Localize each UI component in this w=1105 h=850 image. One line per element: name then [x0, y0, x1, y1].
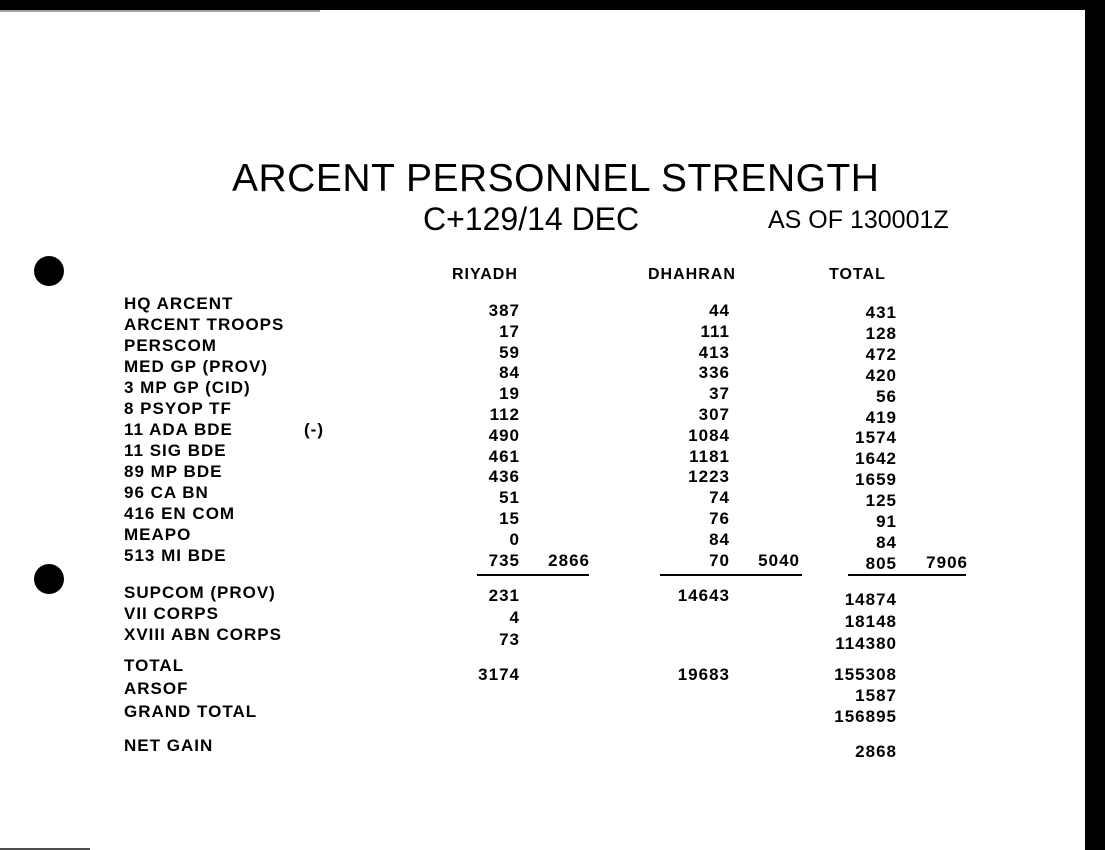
total-value: 14874	[844, 590, 897, 609]
unit-label: 513 MI BDE	[124, 546, 227, 565]
grand-total-label: GRAND TOTAL	[124, 702, 258, 721]
unit-label: MEAPO	[124, 525, 192, 544]
dhahran-value: 1223	[688, 467, 730, 487]
subtotal-rule-riyadh	[477, 574, 589, 576]
scan-top-shadow	[0, 10, 320, 12]
total-value: 1574	[855, 428, 897, 448]
dhahran-value: 336	[698, 363, 730, 383]
dhahran-value: 70	[709, 550, 730, 570]
unit-label: ARCENT TROOPS	[124, 315, 285, 334]
unit-label: HQ ARCENT	[124, 294, 234, 313]
unit-label: VII CORPS	[124, 604, 219, 623]
dhahran-value: 14643	[677, 586, 730, 605]
riyadh-value: 15	[499, 509, 520, 528]
dhahran-value: 84	[709, 529, 730, 549]
riyadh-value: 387	[488, 301, 520, 320]
total-value: 1642	[855, 449, 897, 469]
subtotal-dhahran: 5040	[758, 551, 800, 570]
page-title: ARCENT PERSONNEL STRENGTH	[232, 157, 880, 200]
unit-label: MED GP (PROV)	[124, 357, 268, 376]
dhahran-value: 307	[698, 405, 730, 424]
total-value: 420	[865, 365, 897, 385]
riyadh-value: 490	[488, 425, 520, 445]
total-value: 56	[876, 386, 897, 406]
total-riyadh: 3174	[478, 665, 520, 684]
total-value: 419	[865, 407, 897, 427]
riyadh-value: 231	[488, 586, 520, 605]
subtotal-rule-total	[848, 574, 966, 576]
riyadh-value: 112	[489, 405, 520, 424]
unit-label: 11 ADA BDE	[124, 420, 233, 439]
net-gain-label: NET GAIN	[124, 736, 214, 755]
punch-hole-top	[34, 256, 64, 286]
riyadh-value: 17	[499, 321, 520, 341]
scan-right-border	[1085, 0, 1105, 850]
unit-label: 416 EN COM	[124, 504, 236, 523]
total-dhahran: 19683	[677, 665, 730, 684]
unit-note: (-)	[304, 420, 324, 439]
dhahran-value: 44	[709, 301, 730, 320]
arsof-total: 1587	[855, 686, 897, 705]
unit-label: 11 SIG BDE	[124, 441, 227, 460]
unit-label: PERSCOM	[124, 336, 217, 355]
total-value: 805	[865, 553, 897, 573]
riyadh-value: 59	[499, 342, 520, 362]
dhahran-value: 111	[700, 321, 730, 341]
subtotal-rule-dhahran	[660, 574, 802, 576]
dhahran-value: 74	[709, 488, 730, 508]
unit-label: XVIII ABN CORPS	[124, 625, 282, 644]
dhahran-value: 1084	[688, 425, 730, 445]
unit-label: SUPCOM (PROV)	[124, 583, 276, 602]
riyadh-value: 19	[499, 384, 520, 404]
subtotal-total: 7906	[926, 553, 968, 572]
dhahran-value: 413	[698, 342, 730, 362]
punch-hole-bottom	[34, 564, 64, 594]
scan-top-border	[0, 0, 1105, 10]
column-header-total: TOTAL	[829, 266, 886, 283]
riyadh-value: 436	[488, 467, 520, 487]
total-value: 128	[865, 323, 897, 343]
column-header-dhahran: DHAHRAN	[648, 266, 736, 283]
riyadh-value: 51	[499, 488, 520, 508]
total-value: 84	[876, 532, 897, 552]
arsof-label: ARSOF	[124, 679, 189, 698]
as-of-timestamp: AS OF 130001Z	[768, 206, 949, 234]
dhahran-value: 37	[709, 384, 730, 404]
unit-label: 96 CA BN	[124, 483, 209, 502]
dhahran-value: 1181	[689, 446, 730, 466]
riyadh-value: 4	[509, 608, 520, 627]
riyadh-value: 73	[499, 630, 520, 649]
total-total: 155308	[834, 665, 897, 684]
unit-label: 89 MP BDE	[124, 462, 223, 481]
total-value: 431	[865, 303, 897, 322]
total-value: 18148	[844, 612, 897, 631]
riyadh-value: 735	[488, 550, 520, 570]
total-value: 472	[865, 344, 897, 364]
unit-label: 3 MP GP (CID)	[124, 378, 251, 397]
report-date: C+129/14 DEC	[423, 201, 640, 237]
unit-label: 8 PSYOP TF	[124, 399, 232, 418]
total-value: 1659	[855, 470, 897, 490]
total-value: 125	[865, 491, 897, 511]
dhahran-value: 76	[709, 509, 730, 528]
total-value: 114380	[835, 634, 897, 653]
grand-total-value: 156895	[834, 707, 897, 726]
net-gain-value: 2868	[855, 742, 897, 761]
total-label: TOTAL	[124, 656, 185, 675]
riyadh-value: 461	[488, 446, 520, 466]
column-header-riyadh: RIYADH	[452, 266, 518, 283]
riyadh-value: 84	[499, 363, 520, 383]
riyadh-value: 0	[509, 529, 520, 549]
total-value: 91	[876, 512, 897, 531]
subtotal-riyadh: 2866	[548, 551, 590, 570]
